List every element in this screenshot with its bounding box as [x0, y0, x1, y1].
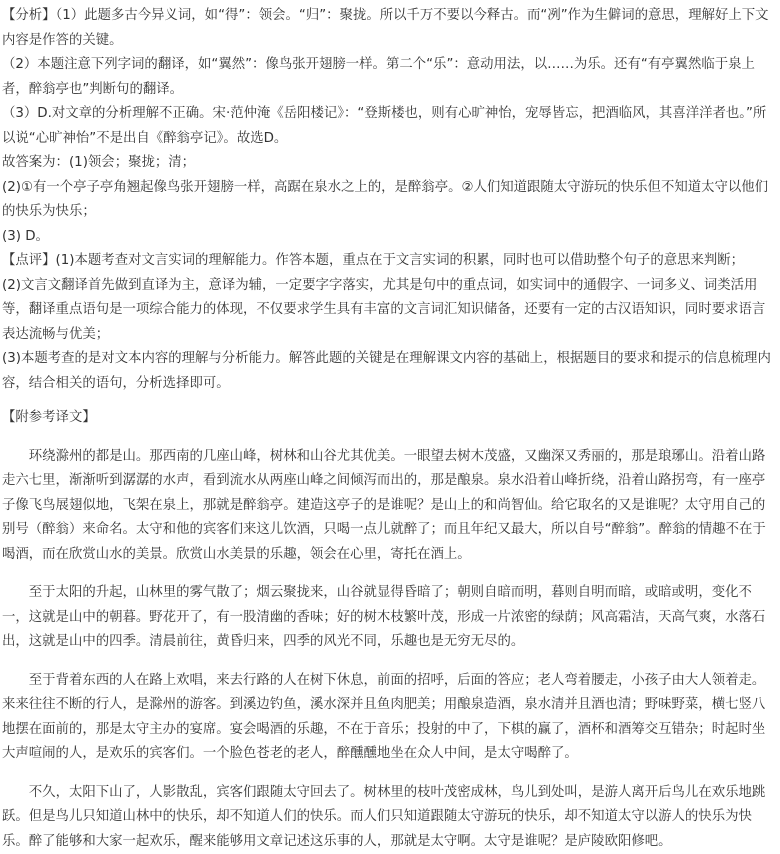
- answer-item-2: (2)①有一个亭子亭角翘起像鸟张开翅膀一样，高踞在泉水之上的，是醉翁亭。②人们知道跟随太守游玩的快乐但不知道太守以他们的快乐为快乐；: [2, 176, 774, 225]
- analysis-section: [2, 4, 774, 249]
- answer-intro: 故答案为：(1)领会；聚拢；清；: [2, 151, 774, 176]
- translation-heading: 【附参考译文】: [2, 406, 774, 431]
- analysis-paragraph-2: （2）本题注意下列字词的翻译，如“翼然”：像鸟张开翅膀一样。第二个“乐”：意动用法，以……为乐。还有“有亭翼然临于泉上者，醉翁亭也”判断句的翻译。: [2, 53, 774, 102]
- comment-section: [2, 249, 774, 396]
- answer-block: [2, 151, 774, 249]
- comment-paragraph-2: (2)文言文翻译首先做到直译为主，意译为辅，一定要字字落实，尤其是句中的重点词，如实词中的通假字、一词多义、词类活用等，翻译重点语句是一项综合能力的体现，不仅要求学生具有丰富的文言词汇知识储备，还要有一定的古汉语知识，同时要求语言表达流畅与优美；: [2, 274, 774, 348]
- comment-paragraph-1: 【点评】(1)本题考查对文言实词的理解能力。作答本题，重点在于文言实词的积累，同时也可以借助整个句子的意思来判断；: [2, 249, 774, 274]
- analysis-paragraph-3: （3）D.对文章的分析理解不正确。宋·范仲淹《岳阳楼记》：“登斯楼也，则有心旷神怡，宠辱皆忘，把酒临风，其喜洋洋者也。”所以说“心旷神怡”不是出自《醉翁亭记》。故选D。: [2, 102, 774, 151]
- translation-paragraph-2: 至于太阳的升起，山林里的雾气散了；烟云聚拢来，山谷就显得昏暗了；朝则自暗而明，暮则自明而暗，或暗或明，变化不一，这就是山中的朝暮。野花开了，有一股清幽的香味；好的树木枝繁叶茂，形成一片浓密的绿荫；风高霜洁，天高气爽，水落石出，这就是山中的四季。清晨前往，黄昏归来，四季的风光不同，乐趣也是无穷无尽的。: [2, 581, 774, 655]
- comment-paragraph-3: (3)本题考查的是对文本内容的理解与分析能力。解答此题的关键是在理解课文内容的基础上，根据题目的要求和提示的信息梳理内容，结合相关的语句，分析选择即可。: [2, 347, 774, 396]
- translation-paragraph-1: 环绕滁州的都是山。那西南的几座山峰，树林和山谷尤其优美。一眼望去树木茂盛，又幽深又秀丽的，那是琅琊山。沿着山路走六七里，渐渐听到潺潺的水声，看到流水从两座山峰之间倾泻而出的，那是酿泉。泉水沿着山峰折绕，沿着山路拐弯，有一座亭子像飞鸟展翅似地，飞架在泉上，那就是醉翁亭。建造这亭子的是谁呢？是山上的和尚智仙。给它取名的又是谁呢？太守用自己的别号（醉翁）来命名。太守和他的宾客们来这儿饮酒，只喝一点儿就醉了；而且年纪又最大，所以自号“醉翁”。醉翁的情趣不在于喝酒，而在欣赏山水的美景。欣赏山水美景的乐趣，领会在心里，寄托在酒上。: [2, 445, 774, 568]
- translation-section: [2, 406, 774, 854]
- answer-item-3: (3) D。: [2, 225, 774, 250]
- translation-paragraph-4: 不久，太阳下山了，人影散乱，宾客们跟随太守回去了。树林里的枝叶茂密成林，鸟儿到处叫，是游人离开后鸟儿在欢乐地跳跃。但是鸟儿只知道山林中的快乐，却不知道人们的快乐。而人们只知道跟随太守游玩的快乐，却不知道太守以游人的快乐为快乐。醉了能够和大家一起欢乐，醒来能够用文章记述这乐事的人，那就是太守啊。太守是谁呢？是庐陵欧阳修吧。: [2, 781, 774, 854]
- section-spacer: [2, 396, 774, 402]
- translation-paragraph-3: 至于背着东西的人在路上欢唱，来去行路的人在树下休息，前面的招呼，后面的答应；老人弯着腰走，小孩子由大人领着走。来来往往不断的行人，是滁州的游客。到溪边钓鱼，溪水深并且鱼肉肥美；用酿泉造酒，泉水清并且酒也清；野味野菜，横七竖八地摆在面前的，那是太守主办的宴席。宴会喝酒的乐趣，不在于音乐；投射的中了，下棋的赢了，酒杯和酒筹交互错杂；时起时坐大声喧闹的人，是欢乐的宾客们。一个脸色苍老的老人，醉醺醺地坐在众人中间，是太守喝醉了。: [2, 669, 774, 767]
- analysis-paragraph-1: 【分析】（1）此题多古今异义词，如“得”：领会。“归”：聚拢。所以千万不要以今释古。而“冽”作为生僻词的意思，理解好上下文内容是作答的关键。: [2, 4, 774, 53]
